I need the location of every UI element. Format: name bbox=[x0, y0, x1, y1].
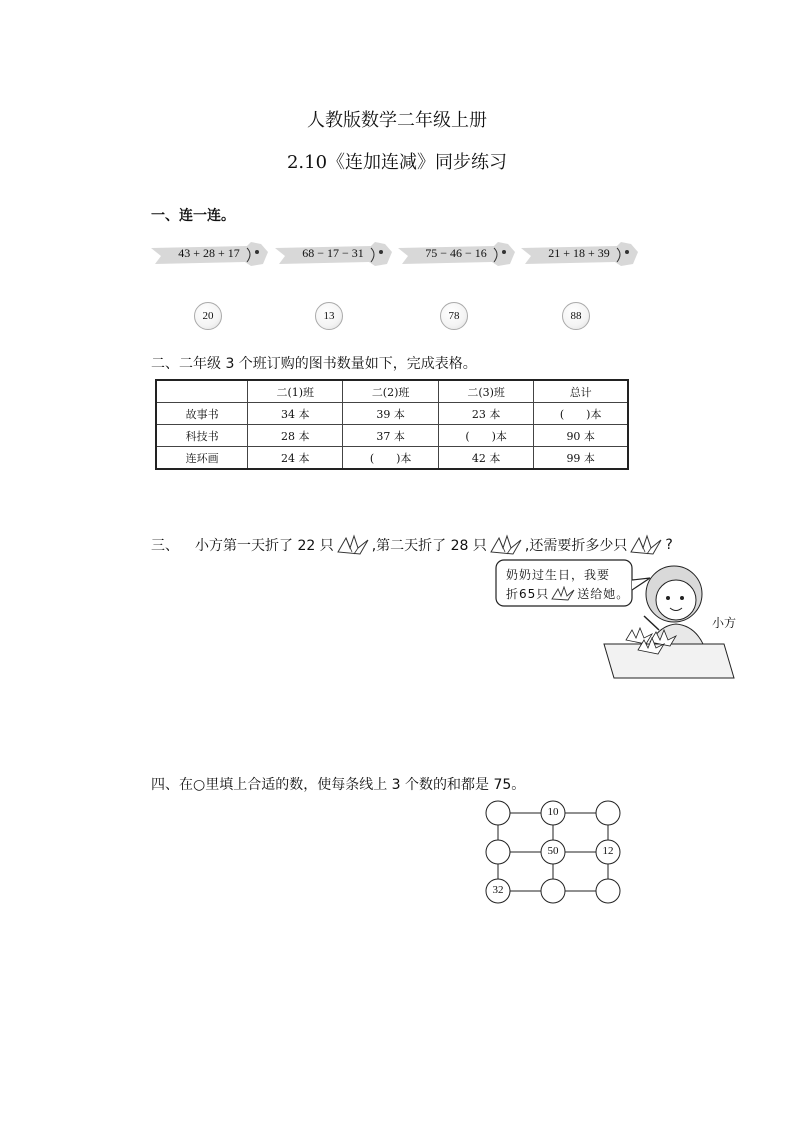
speech-bubble-line2b: 送给她。 bbox=[577, 587, 630, 601]
page-title: 人教版数学二年级上册 bbox=[307, 110, 487, 131]
fish-card-2[interactable] bbox=[275, 240, 393, 270]
grid-cell: 32 bbox=[492, 884, 504, 896]
fish-card-4[interactable] bbox=[521, 240, 639, 270]
answer-bubble-4[interactable]: 88 bbox=[562, 302, 590, 330]
speech-bubble-line2a: 折65只 bbox=[506, 587, 550, 601]
table-header-cell: 二(2)班 bbox=[343, 380, 439, 403]
table-header-cell: 总计 bbox=[534, 380, 628, 403]
table-row bbox=[156, 403, 628, 425]
table-cell: 34 本 bbox=[248, 403, 343, 425]
question-part4: ? bbox=[665, 537, 673, 553]
table-cell: 99 本 bbox=[534, 447, 628, 470]
table-cell: 39 本 bbox=[343, 403, 439, 425]
table-cell: 24 本 bbox=[248, 447, 343, 470]
section2-heading: 二、二年级 3 个班订购的图书数量如下，完成表格。 bbox=[151, 356, 477, 372]
expression-4: 21 + 18 + 39 bbox=[548, 246, 610, 260]
blank-answer-cell[interactable]: ( )本 bbox=[438, 425, 534, 447]
speech-bubble-line1: 奶奶过生日，我要 bbox=[506, 568, 611, 582]
table-cell: 90 本 bbox=[534, 425, 628, 447]
blank-answer-cell[interactable]: ( )本 bbox=[343, 447, 439, 470]
expression-1: 43 + 28 + 17 bbox=[178, 246, 240, 260]
question-part3: ,还需要折多少只 bbox=[524, 538, 628, 554]
paper-crane-icon bbox=[336, 534, 370, 556]
paper-crane-icon bbox=[629, 534, 663, 556]
table-cell: 37 本 bbox=[343, 425, 439, 447]
section3-label: 三、 bbox=[151, 538, 179, 554]
table-row bbox=[156, 447, 628, 470]
grid-cell: 12 bbox=[602, 845, 614, 857]
row-label: 科技书 bbox=[156, 425, 248, 447]
fish-card-3[interactable] bbox=[398, 240, 516, 270]
number-grid bbox=[482, 797, 622, 907]
paper-crane-icon bbox=[551, 586, 575, 602]
table-cell: 28 本 bbox=[248, 425, 343, 447]
answer-bubble-1[interactable]: 20 bbox=[194, 302, 222, 330]
table-header-cell: 二(1)班 bbox=[248, 380, 343, 403]
section1-heading: 一、连一连。 bbox=[151, 208, 235, 224]
section4-heading: 四、在○里填上合适的数，使每条线上 3 个数的和都是 75。 bbox=[151, 777, 526, 793]
row-label: 连环画 bbox=[156, 447, 248, 470]
books-table bbox=[155, 379, 629, 470]
paper-crane-icon bbox=[489, 534, 523, 556]
table-row bbox=[156, 425, 628, 447]
question-part1: 小方第一天折了 22 只 bbox=[195, 538, 334, 554]
grid-cell: 50 bbox=[547, 845, 559, 857]
table-cell: 23 本 bbox=[438, 403, 534, 425]
speech-bubble-line2 bbox=[506, 585, 629, 602]
table-header-cell: 二(3)班 bbox=[438, 380, 534, 403]
answer-bubble-3[interactable]: 78 bbox=[440, 302, 468, 330]
page-subtitle: 2.10《连加连减》同步练习 bbox=[286, 152, 508, 173]
grid-cell: 10 bbox=[547, 806, 559, 818]
expression-2: 68 − 17 − 31 bbox=[302, 246, 364, 260]
table-header-cell bbox=[156, 380, 248, 403]
girl-illustration bbox=[494, 558, 744, 682]
row-label: 故事书 bbox=[156, 403, 248, 425]
table-cell: 42 本 bbox=[438, 447, 534, 470]
expression-3: 75 − 46 − 16 bbox=[425, 246, 487, 260]
character-name: 小方 bbox=[712, 616, 737, 630]
fish-card-1[interactable] bbox=[151, 240, 269, 270]
answer-bubble-2[interactable]: 13 bbox=[315, 302, 343, 330]
section3-question bbox=[151, 534, 673, 556]
blank-answer-cell[interactable]: ( )本 bbox=[534, 403, 628, 425]
table-header-row bbox=[156, 380, 628, 403]
question-part2: ,第二天折了 28 只 bbox=[371, 538, 487, 554]
